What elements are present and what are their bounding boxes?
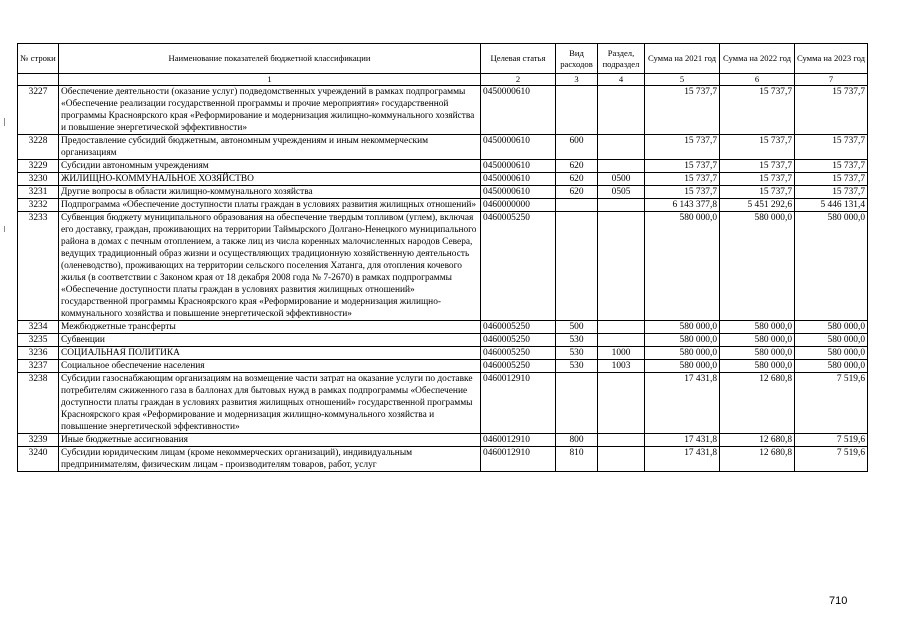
row-sum-2023: 15 737,7 xyxy=(795,186,868,199)
row-sum-2023: 15 737,7 xyxy=(795,173,868,186)
row-sum-2022: 12 680,8 xyxy=(720,434,795,447)
col-number: 7 xyxy=(795,74,868,86)
row-number: 3228 xyxy=(18,135,59,160)
row-section xyxy=(598,434,645,447)
row-target: 0460000000 xyxy=(481,199,556,212)
row-sum-2021: 17 431,8 xyxy=(645,447,720,472)
table-row xyxy=(18,447,868,472)
row-sum-2022: 580 000,0 xyxy=(720,334,795,347)
row-section xyxy=(598,321,645,334)
col-header-sum-2021: Сумма на 2021 год xyxy=(645,44,720,74)
row-sum-2021: 580 000,0 xyxy=(645,347,720,360)
row-name: Иные бюджетные ассигнования xyxy=(59,434,481,447)
row-name: Подпрограмма «Обеспечение доступности платы граждан в условиях развития жилищных отношений» xyxy=(59,199,481,212)
row-number: 3229 xyxy=(18,160,59,173)
row-sum-2023: 7 519,6 xyxy=(795,434,868,447)
col-header-section: Раздел, подраздел xyxy=(598,44,645,74)
row-expense-type: 620 xyxy=(556,160,598,173)
row-sum-2022: 12 680,8 xyxy=(720,447,795,472)
row-name: Субвенции xyxy=(59,334,481,347)
row-sum-2021: 15 737,7 xyxy=(645,160,720,173)
row-name: Предоставление субсидий бюджетным, автономным учреждениям и иным некоммерческим организациям xyxy=(59,135,481,160)
table-row xyxy=(18,212,868,321)
table-row xyxy=(18,173,868,186)
table-row xyxy=(18,347,868,360)
row-sum-2021: 6 143 377,8 xyxy=(645,199,720,212)
page-number: 710 xyxy=(829,595,848,607)
col-header-name: Наименование показателей бюджетной классификации xyxy=(59,44,481,74)
row-sum-2021: 17 431,8 xyxy=(645,373,720,434)
col-header-sum-2023: Сумма на 2023 год xyxy=(795,44,868,74)
row-sum-2023: 7 519,6 xyxy=(795,373,868,434)
row-sum-2022: 580 000,0 xyxy=(720,347,795,360)
col-number: 5 xyxy=(645,74,720,86)
col-number: 4 xyxy=(598,74,645,86)
row-expense-type xyxy=(556,373,598,434)
row-name: Обеспечение деятельности (оказание услуг) подведомственных учреждений в рамках подпрограммы «Обеспечение реализации государственной программы и прочие мероприятия» государственной программы Красноярского края «Реформирование и модернизация жилищно-коммунального хозяйства и повышение энергетической эффективности» xyxy=(59,86,481,135)
row-expense-type: 810 xyxy=(556,447,598,472)
row-sum-2023: 580 000,0 xyxy=(795,334,868,347)
row-expense-type: 800 xyxy=(556,434,598,447)
row-expense-type xyxy=(556,212,598,321)
row-expense-type: 600 xyxy=(556,135,598,160)
row-section xyxy=(598,334,645,347)
row-section xyxy=(598,160,645,173)
row-number: 3239 xyxy=(18,434,59,447)
row-number: 3234 xyxy=(18,321,59,334)
row-expense-type: 530 xyxy=(556,334,598,347)
table-row xyxy=(18,321,868,334)
row-sum-2023: 5 446 131,4 xyxy=(795,199,868,212)
row-expense-type: 530 xyxy=(556,347,598,360)
row-name: Другие вопросы в области жилищно-коммунального хозяйства xyxy=(59,186,481,199)
row-expense-type xyxy=(556,199,598,212)
table-row xyxy=(18,86,868,135)
row-expense-type: 500 xyxy=(556,321,598,334)
table-row xyxy=(18,199,868,212)
row-sum-2022: 15 737,7 xyxy=(720,186,795,199)
row-sum-2022: 12 680,8 xyxy=(720,373,795,434)
col-number: 1 xyxy=(59,74,481,86)
table-row xyxy=(18,360,868,373)
row-expense-type: 530 xyxy=(556,360,598,373)
col-number: 6 xyxy=(720,74,795,86)
col-number: 3 xyxy=(556,74,598,86)
row-name: Субсидии газоснабжающим организациям на возмещение части затрат на оказание услуги по доставке потребителям сжиженного газа в баллонах для бытовых нужд в рамках подпрограммы «Обеспечение доступности платы граждан в условиях развития жилищных отношений» государственной программы Красноярского края «Реформирование и модернизация жилищно-коммунального хозяйства и повышение энергетической эффективности» xyxy=(59,373,481,434)
table-body xyxy=(18,86,868,472)
col-number: 2 xyxy=(481,74,556,86)
column-number-row xyxy=(18,74,868,86)
row-target: 0450000610 xyxy=(481,135,556,160)
row-sum-2021: 580 000,0 xyxy=(645,212,720,321)
table-row xyxy=(18,135,868,160)
row-target: 0460005250 xyxy=(481,334,556,347)
row-sum-2023: 580 000,0 xyxy=(795,360,868,373)
row-sum-2021: 15 737,7 xyxy=(645,173,720,186)
row-sum-2023: 15 737,7 xyxy=(795,135,868,160)
row-sum-2022: 580 000,0 xyxy=(720,360,795,373)
row-sum-2021: 580 000,0 xyxy=(645,360,720,373)
row-section xyxy=(598,373,645,434)
row-section: 1003 xyxy=(598,360,645,373)
row-expense-type xyxy=(556,86,598,135)
row-target: 0460012910 xyxy=(481,373,556,434)
col-number xyxy=(18,74,59,86)
col-header-target: Целевая статья xyxy=(481,44,556,74)
row-target: 0460005250 xyxy=(481,347,556,360)
row-section xyxy=(598,199,645,212)
row-number: 3231 xyxy=(18,186,59,199)
row-name: Субсидии автономным учреждениям xyxy=(59,160,481,173)
col-header-expense-type: Вид расходов xyxy=(556,44,598,74)
row-sum-2022: 5 451 292,6 xyxy=(720,199,795,212)
row-number: 3236 xyxy=(18,347,59,360)
row-sum-2021: 17 431,8 xyxy=(645,434,720,447)
row-sum-2022: 580 000,0 xyxy=(720,212,795,321)
row-section: 1000 xyxy=(598,347,645,360)
row-target: 0460005250 xyxy=(481,360,556,373)
row-number: 3227 xyxy=(18,86,59,135)
row-name: Социальное обеспечение населения xyxy=(59,360,481,373)
row-sum-2022: 580 000,0 xyxy=(720,321,795,334)
row-number: 3233 xyxy=(18,212,59,321)
row-target: 0460005250 xyxy=(481,321,556,334)
row-sum-2021: 15 737,7 xyxy=(645,135,720,160)
row-number: 3230 xyxy=(18,173,59,186)
row-target: 0460012910 xyxy=(481,434,556,447)
table-row xyxy=(18,186,868,199)
row-name: Субсидии юридическим лицам (кроме некоммерческих организаций), индивидуальным предпринимателям, физическим лицам - производителям товаров, работ, услуг xyxy=(59,447,481,472)
row-section xyxy=(598,135,645,160)
scan-margin-mark xyxy=(4,118,5,126)
row-sum-2021: 580 000,0 xyxy=(645,321,720,334)
row-number: 3235 xyxy=(18,334,59,347)
col-header-row-no: № строки xyxy=(18,44,59,74)
row-target: 0450000610 xyxy=(481,160,556,173)
row-sum-2021: 15 737,7 xyxy=(645,86,720,135)
row-sum-2021: 580 000,0 xyxy=(645,334,720,347)
col-header-sum-2022: Сумма на 2022 год xyxy=(720,44,795,74)
row-name: Межбюджетные трансферты xyxy=(59,321,481,334)
row-number: 3237 xyxy=(18,360,59,373)
row-section xyxy=(598,447,645,472)
row-number: 3232 xyxy=(18,199,59,212)
row-sum-2023: 580 000,0 xyxy=(795,321,868,334)
row-target: 0450000610 xyxy=(481,186,556,199)
row-sum-2023: 7 519,6 xyxy=(795,447,868,472)
row-expense-type: 620 xyxy=(556,173,598,186)
row-sum-2021: 15 737,7 xyxy=(645,186,720,199)
row-sum-2022: 15 737,7 xyxy=(720,160,795,173)
row-target: 0450000610 xyxy=(481,86,556,135)
budget-table xyxy=(17,43,868,472)
row-sum-2023: 580 000,0 xyxy=(795,347,868,360)
table-row xyxy=(18,434,868,447)
row-target: 0460012910 xyxy=(481,447,556,472)
row-sum-2022: 15 737,7 xyxy=(720,135,795,160)
row-section xyxy=(598,212,645,321)
row-name: Субвенция бюджету муниципального образования на обеспечение твердым топливом (углем), включая его доставку, граждан, проживающих на территории Таймырского Долгано-Ненецкого муниципального района в домах с печным отоплением, а также лиц из числа коренных малочисленных народов Севера, ведущих традиционный образ жизни и осуществляющих традиционную хозяйственную деятельность (оленеводство), проживающих на территории сельского поселения Хатанга, для отопления кочевого жилья (в соответствии с Законом края от 18 декабря 2008 года № 7-2670) в рамках подпрограммы «Обеспечение доступности платы граждан в условиях развития жилищных отношений» государственной программы Красноярского края «Реформирование и модернизация жилищно-коммунального хозяйства и повышение энергетической эффективности» xyxy=(59,212,481,321)
row-sum-2023: 15 737,7 xyxy=(795,160,868,173)
row-target: 0450000610 xyxy=(481,173,556,186)
table-row xyxy=(18,334,868,347)
row-sum-2023: 580 000,0 xyxy=(795,212,868,321)
table-row xyxy=(18,373,868,434)
row-expense-type: 620 xyxy=(556,186,598,199)
scan-margin-mark xyxy=(4,226,5,232)
row-section: 0500 xyxy=(598,173,645,186)
row-number: 3240 xyxy=(18,447,59,472)
row-section xyxy=(598,86,645,135)
row-number: 3238 xyxy=(18,373,59,434)
row-name: ЖИЛИЩНО-КОММУНАЛЬНОЕ ХОЗЯЙСТВО xyxy=(59,173,481,186)
row-target: 0460005250 xyxy=(481,212,556,321)
row-sum-2022: 15 737,7 xyxy=(720,86,795,135)
row-name: СОЦИАЛЬНАЯ ПОЛИТИКА xyxy=(59,347,481,360)
table-header xyxy=(18,44,868,86)
table-row xyxy=(18,160,868,173)
row-sum-2023: 15 737,7 xyxy=(795,86,868,135)
row-sum-2022: 15 737,7 xyxy=(720,173,795,186)
row-section: 0505 xyxy=(598,186,645,199)
